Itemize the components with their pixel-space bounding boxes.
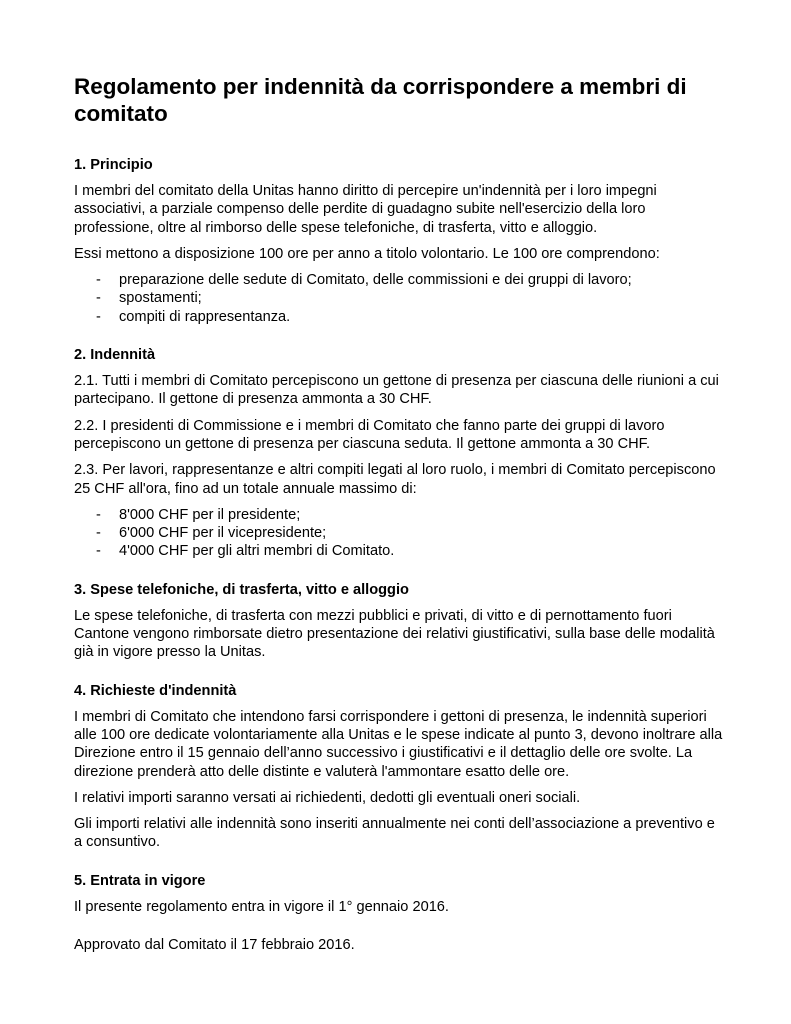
- paragraph: I relativi importi saranno versati ai richiedenti, dedotti gli eventuali oneri sociali.: [74, 789, 581, 806]
- dash-marker: -: [96, 308, 101, 325]
- section-heading: 3. Spese telefoniche, di trasferta, vitto e alloggio: [74, 581, 409, 598]
- paragraph: 2.1. Tutti i membri di Comitato percepiscono un gettone di presenza per ciascuna delle riunioni a cui partecipano. Il gettone di presenza ammonta a 30 CHF.: [74, 373, 719, 408]
- bullet-list: [74, 506, 726, 561]
- dash-marker: -: [96, 525, 101, 542]
- approval-note: Approvato dal Comitato il 17 febbraio 2016.: [74, 937, 355, 954]
- dash-marker: -: [96, 543, 101, 560]
- document-title: Regolamento per indennità da corrispondere a membri di comitato: [74, 74, 687, 126]
- list-item: [74, 542, 726, 560]
- list-item-text: 8'000 CHF per il presidente;: [119, 506, 301, 523]
- paragraph: 2.3. Per lavori, rappresentanze e altri compiti legati al loro ruolo, i membri di Comitato percepiscono 25 CHF all'ora, fino ad un totale annuale massimo di:: [74, 462, 716, 497]
- list-item: [74, 506, 726, 524]
- dash-marker: -: [96, 272, 101, 289]
- section-heading: 2. Indennità: [74, 347, 156, 364]
- section-heading: 5. Entrata in vigore: [74, 872, 206, 889]
- section-principio: [74, 156, 726, 326]
- dash-marker: -: [96, 290, 101, 307]
- bullet-list: [74, 271, 726, 326]
- list-item: [74, 524, 726, 542]
- paragraph: Il presente regolamento entra in vigore il 1° gennaio 2016.: [74, 898, 449, 915]
- paragraph: Essi mettono a disposizione 100 ore per anno a titolo volontario. Le 100 ore comprendono:: [74, 245, 660, 262]
- dash-marker: -: [96, 506, 101, 523]
- paragraph: Gli importi relativi alle indennità sono inseriti annualmente nei conti dell’associazione a preventivo e a consuntivo.: [74, 816, 715, 851]
- list-item: [74, 308, 726, 326]
- section-entrata-in-vigore: [74, 872, 726, 916]
- section-spese: [74, 581, 726, 662]
- list-item-text: compiti di rappresentanza.: [119, 308, 291, 325]
- section-heading: 1. Principio: [74, 157, 153, 173]
- document-page: [74, 73, 726, 962]
- paragraph: 2.2. I presidenti di Commissione e i membri di Comitato che fanno parte dei gruppi di lavoro percepiscono un gettone di presenza per ciascuna seduta. Il gettone ammonta a 30 CHF.: [74, 417, 665, 452]
- list-item: [74, 289, 726, 307]
- section-indennita: [74, 346, 726, 561]
- list-item: [74, 271, 726, 289]
- section-richieste: [74, 682, 726, 852]
- list-item-text: 6'000 CHF per il vicepresidente;: [119, 525, 327, 542]
- list-item-text: preparazione delle sedute di Comitato, delle commissioni e dei gruppi di lavoro;: [119, 272, 632, 289]
- list-item-text: 4'000 CHF per gli altri membri di Comitato.: [119, 543, 395, 560]
- section-heading: 4. Richieste d'indennità: [74, 682, 237, 699]
- paragraph: I membri di Comitato che intendono farsi corrispondere i gettoni di presenza, le indennità superiori alle 100 ore dedicate volontariamente alla Unitas e le spese indicate al punto 3, devono inoltrare alla Direzione entro il 15 gennaio dell’anno successivo i giustificativi e il dettaglio delle ore svolte. La direzione prenderà atto delle distinte e valuterà l'ammontare esatto delle ore.: [74, 708, 723, 780]
- list-item-text: spostamenti;: [119, 290, 202, 307]
- paragraph: I membri del comitato della Unitas hanno diritto di percepire un'indennità per i loro impegni associativi, a parziale compenso delle perdite di guadagno subite nell'esercizio della loro professione, oltre al rimborso delle spese telefoniche, di trasferta, vitto e alloggio.: [74, 183, 657, 236]
- paragraph: Le spese telefoniche, di trasferta con mezzi pubblici e privati, di vitto e di pernottamento fuori Cantone vengono rimborsate dietro presentazione dei relativi giustificativi, sulla base delle modalità già in vigore presso la Unitas.: [74, 607, 715, 661]
